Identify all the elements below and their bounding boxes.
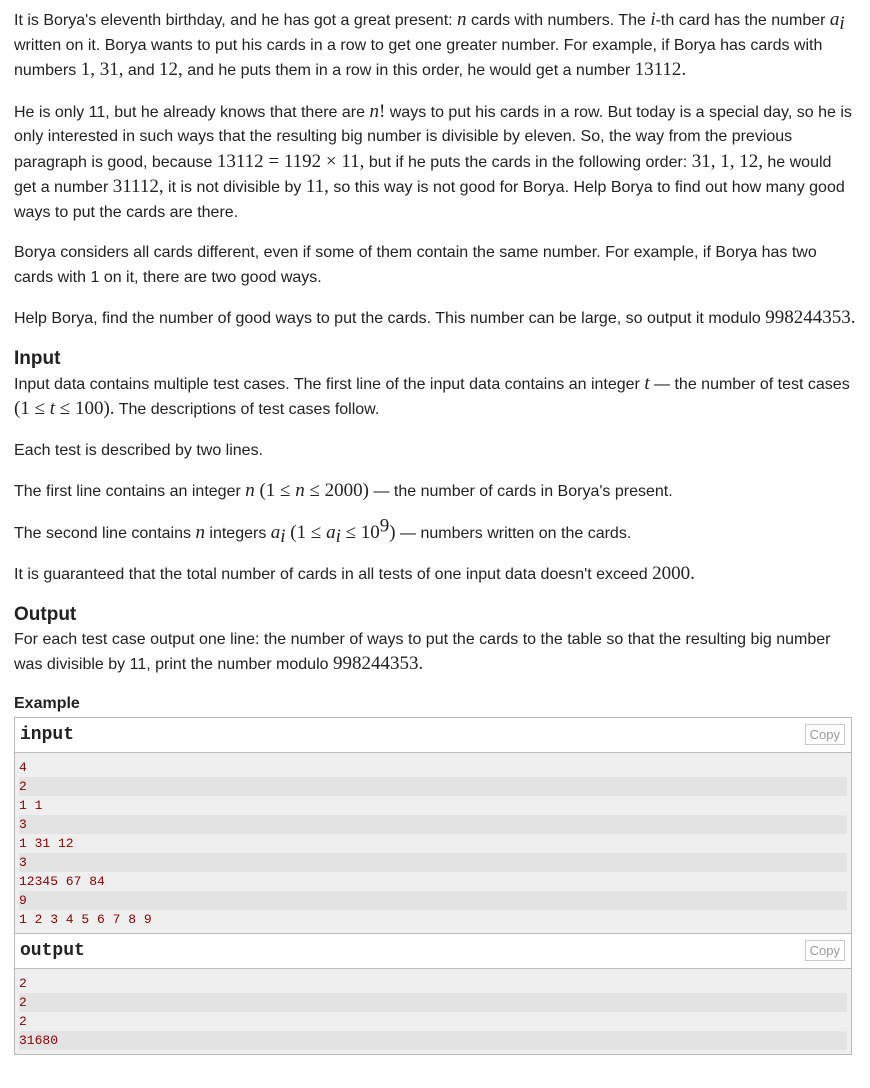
input-paragraph-2: Each test is described by two lines.	[14, 441, 264, 459]
copy-input-button[interactable]: Copy	[805, 724, 845, 745]
input-header	[15, 718, 851, 753]
sample-line: 9	[19, 891, 847, 910]
sample-line: 2	[19, 975, 27, 991]
input-label: input	[20, 724, 75, 745]
sample-line: 1 31 12	[19, 835, 74, 851]
input-section-title: Input	[14, 347, 61, 369]
statement-paragraph-2: He is only 11, but he already knows that there are n! ways to put his cards in a row. But today is a special day, so he is only interested in such ways that the resulting big number is divisible by eleven. So, the way from the previous paragraph is good, because 13112 = 1192 × 11, but if he puts the cards in the following order: 31, 1, 12, he would get a number 31112, it is not divisible by 11, so this way is not good for Borya. Help Borya to find out how many good ways to put the cards are there.	[14, 100, 852, 221]
input-paragraph-1: Input data contains multiple test cases. The first line of the input data contains an integer t — the number of test cases (1 ≤ t ≤ 100). The descriptions of test cases follow.	[14, 372, 850, 419]
output-section-title: Output	[14, 603, 77, 625]
sample-line: 2	[19, 993, 847, 1012]
input-paragraph-5: It is guaranteed that the total number of cards in all tests of one input data doesn't exceed 2000.	[14, 563, 695, 584]
sample-line: 1 2 3 4 5 6 7 8 9	[19, 911, 152, 927]
example-title: Example	[14, 694, 80, 712]
input-sample	[15, 753, 851, 933]
sample-line: 3	[19, 853, 847, 872]
copy-output-button[interactable]: Copy	[805, 940, 845, 961]
output-label: output	[20, 940, 85, 961]
sample-line: 12345 67 84	[19, 873, 105, 889]
input-paragraph-3: The first line contains an integer n (1 ≤ n ≤ 2000) — the number of cards in Borya's present.	[14, 480, 673, 501]
sample-line: 1 1	[19, 797, 43, 813]
example-box	[14, 717, 852, 1055]
statement-paragraph-1: It is Borya's eleventh birthday, and he has got a great present: n cards with numbers. The i-th card has the number $a_i$ written on it. Borya wants to put his cards in a row to get one greater number. For example, if Borya has cards with numbers 1, 31, and 12, and he puts them in a row in this order, he would get a number 13112.	[14, 9, 845, 80]
input-paragraph-4: The second line contains n integers $a_i$ $(1 \le a_i \le 10^9)$ — numbers written on the cards.	[14, 515, 632, 547]
sample-line: 3	[19, 815, 847, 834]
output-sample	[15, 969, 851, 1054]
sample-line: 4	[19, 759, 27, 775]
output-header	[15, 934, 851, 969]
sample-line: 2	[19, 1013, 27, 1029]
statement-paragraph-4: Help Borya, find the number of good ways to put the cards. This number can be large, so output it modulo 998244353.	[14, 307, 856, 328]
output-paragraph-1: For each test case output one line: the number of ways to put the cards to the table so that the resulting big number was divisible by 11, print the number modulo 998244353.	[14, 630, 831, 674]
statement-paragraph-3: Borya considers all cards different, even if some of them contain the same number. For example, if Borya has two cards with 1 on it, there are two good ways.	[14, 244, 817, 286]
sample-line: 31680	[19, 1031, 847, 1050]
sample-line: 2	[19, 777, 847, 796]
